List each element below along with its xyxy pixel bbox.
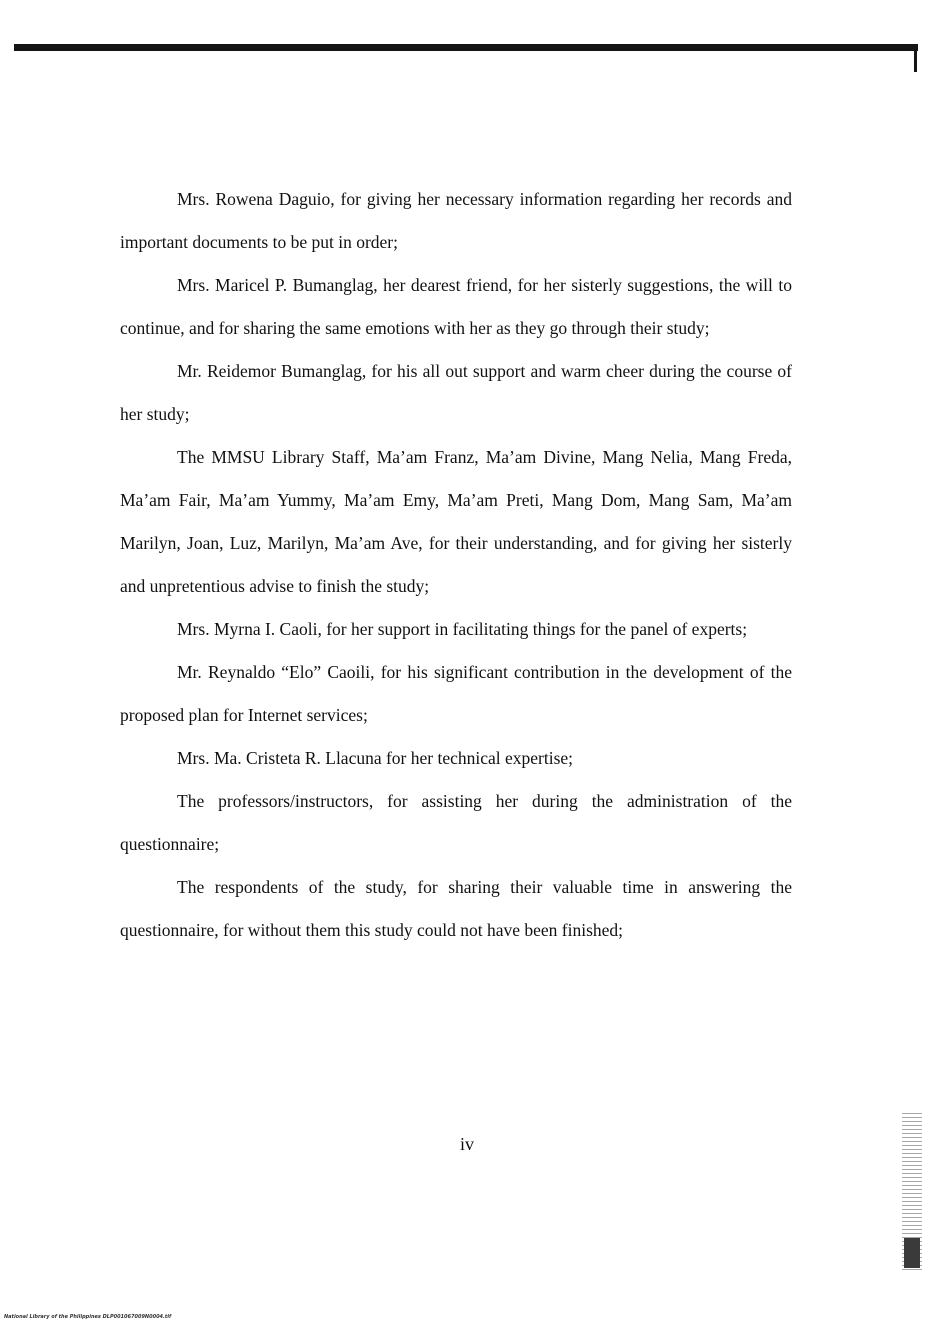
- top-border-tick: [914, 44, 917, 72]
- paragraph-maricel-bumanglag: Mrs. Maricel P. Bumanglag, her dearest friend, for her sisterly suggestions, the will to continue, and for sharing the same emotions with her as they go through their study;: [120, 275, 792, 338]
- top-border-rule: [14, 44, 918, 51]
- paragraph-myrna-caoli: Mrs. Myrna I. Caoli, for her support in facilitating things for the panel of experts;: [177, 619, 748, 639]
- paragraph-mmsu-library-staff: The MMSU Library Staff, Ma’am Franz, Ma’am Divine, Mang Nelia, Mang Freda, Ma’am Fair, Ma’am Yummy, Ma’am Emy, Ma’am Preti, Mang Dom, Mang Sam, Ma’am Marilyn, Joan, Luz, Marilyn, Ma’am Ave, for their understanding, and for giving her sisterly and unpretentious advise to finish the study;: [120, 447, 792, 596]
- paragraph-cristeta-llacuna: Mrs. Ma. Cristeta R. Llacuna for her technical expertise;: [177, 748, 574, 768]
- paragraph-respondents: The respondents of the study, for sharing their valuable time in answering the questionnaire, for without them this study could not have been finished;: [120, 877, 792, 940]
- paragraph-daguio: Mrs. Rowena Daguio, for giving her necessary information regarding her records and important documents to be put in order;: [120, 189, 792, 252]
- acknowledgement-body: [120, 178, 792, 952]
- page-number: iv: [459, 1134, 474, 1154]
- paragraph-reynaldo-caoili: Mr. Reynaldo “Elo” Caoili, for his significant contribution in the development of the proposed plan for Internet services;: [120, 662, 792, 725]
- paragraph-professors: The professors/instructors, for assisting her during the administration of the questionnaire;: [120, 791, 792, 854]
- scan-footer-text: National Library of the Philippines DLP001067009N0004.tif: [4, 1314, 172, 1320]
- paragraph-reidemor-bumanglag: Mr. Reidemor Bumanglag, for his all out support and warm cheer during the course of her study;: [120, 361, 792, 424]
- scan-edge-block: [904, 1238, 920, 1268]
